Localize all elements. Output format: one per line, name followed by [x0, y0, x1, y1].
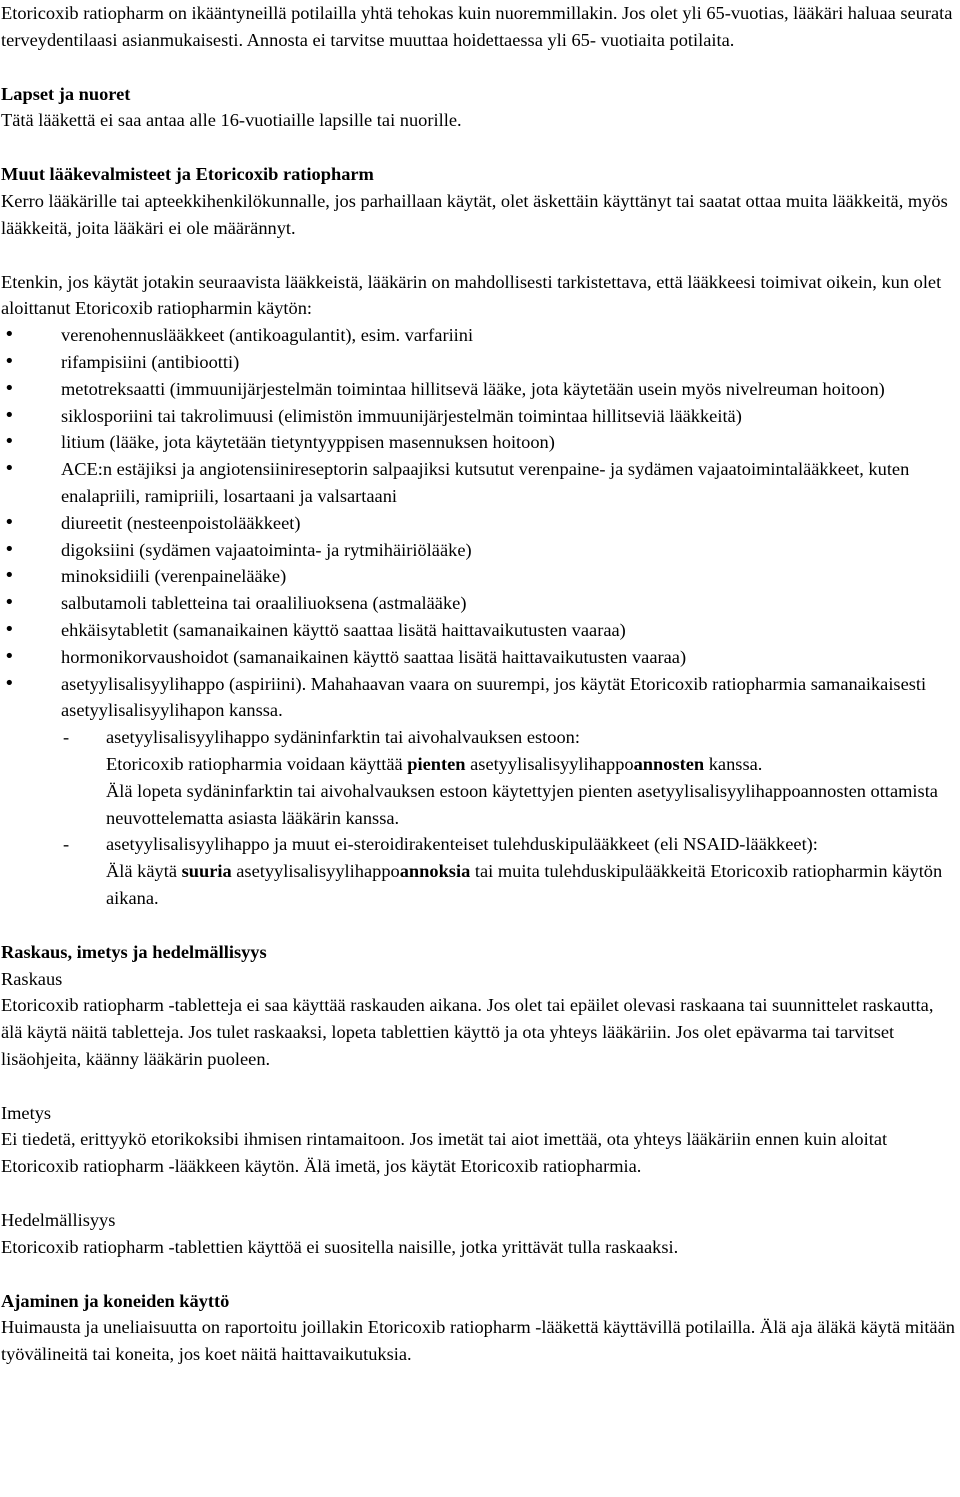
- text-run: Etoricoxib ratiopharmia voidaan käyttää: [106, 753, 408, 774]
- list-item: • siklosporiini tai takrolimuusi (elimistön immuunijärjestelmän toimintaa hillitseviä lääkkeitä): [1, 403, 956, 430]
- text-run: asetyylisalisyylihappo: [231, 861, 400, 882]
- other-medicines-paragraph: Kerro lääkärille tai apteekkihenkilökunnalle, jos parhaillaan käytät, olet äskettäin käyttänyt tai saatat ottaa muita lääkkeitä, myös lääkkeitä, joita lääkäri ei ole määrännyt.: [1, 190, 948, 238]
- fertility-paragraph: Etoricoxib ratiopharm -tablettien käyttöä ei suositella naisille, jotka yrittävät tulla raskaaksi.: [1, 1236, 679, 1257]
- pregnancy-heading: Raskaus, imetys ja hedelmällisyys: [1, 941, 267, 962]
- sublist-item-low-dose: [1, 724, 956, 831]
- text-run: Älä käytä: [106, 861, 182, 882]
- breastfeeding-heading: Imetys: [1, 1102, 52, 1123]
- other-medicines-heading: Muut lääkevalmisteet ja Etoricoxib ratiopharm: [1, 164, 374, 185]
- list-item: • ACE:n estäjiksi ja angiotensiinireseptorin salpaajiksi kutsutut verenpaine- ja sydämen vajaatoimintalääkkeet, kuten enalapriili, ramipriili, losartaani ja valsartaani: [1, 456, 956, 510]
- list-item: • minoksidiili (verenpainelääke): [1, 563, 956, 590]
- list-item: • diureetit (nesteenpoistolääkkeet): [1, 510, 956, 537]
- list-item: • metotreksaatti (immuunijärjestelmän toimintaa hillitsevä lääke, jota käytetään usein myös nivelreuman hoitoon): [1, 376, 956, 403]
- sublist-item-title: - asetyylisalisyylihappo ja muut ei-steroidirakenteiset tulehduskipulääkkeet (eli NSAID-lääkkeet):: [106, 834, 818, 855]
- driving-paragraph: Huimausta ja uneliaisuutta on raportoitu joillakin Etoricoxib ratiopharm -lääkettä käyttävillä potilailla. Älä aja äläkä käytä mitään työvälineitä tai koneita, jos koet näitä haittavaikutuksia.: [1, 1317, 955, 1365]
- text-run-bold: annoksia: [399, 861, 471, 882]
- text-run: tai muita tulehduskipulääkkeitä Etoricoxib ratiopharmin käytön aikana.: [106, 861, 943, 908]
- driving-heading: Ajaminen ja koneiden käyttö: [1, 1290, 230, 1311]
- fertility-heading: Hedelmällisyys: [1, 1210, 116, 1231]
- sublist-item-nsaid: [1, 831, 956, 911]
- text-run-bold: annosten: [633, 753, 705, 774]
- aspirin-sublist: [1, 724, 956, 912]
- sublist-item-line: Älä lopeta sydäninfarktin tai aivohalvauksen estoon käytettyjen pienten asetyylisalisyylihappoannosten ottamista neuvottelematta asiasta lääkärin kanssa.: [106, 780, 938, 828]
- intro-paragraph: Etoricoxib ratiopharm on ikääntyneillä potilailla yhtä tehokas kuin nuoremmillakin. Jos olet yli 65-vuotias, lääkäri haluaa seurata terveydentilaasi asianmukaisesti. Annosta ei tarvitse muuttaa hoidettaessa yli 65- vuotiaita potilaita.: [1, 3, 953, 50]
- list-item: • verenohennuslääkkeet (antikoagulantit), esim. varfariini: [1, 322, 956, 349]
- list-item: • asetyylisalisyylihappo (aspiriini). Mahahaavan vaara on suurempi, jos käytät Etoricoxib ratiopharmia samanaikaisesti asetyylisalisyylihapon kanssa.: [1, 671, 956, 725]
- pregnancy-subheading: Raskaus: [1, 968, 63, 989]
- breastfeeding-paragraph: Ei tiedetä, erittyykö etorikoksibi ihmisen rintamaitoon. Jos imetät tai aiot imettää, ota yhteys lääkäriin ennen kuin aloitat Etoricoxib ratiopharm -lääkkeen käytön. Älä imetä, jos käytät Etoricoxib ratiopharmia.: [1, 1129, 888, 1177]
- list-item: • rifampisiini (antibiootti): [1, 349, 956, 376]
- medicine-list: [1, 322, 956, 724]
- list-item: • litium (lääke, jota käytetään tietyntyyppisen masennuksen hoitoon): [1, 429, 956, 456]
- sublist-item-title: - asetyylisalisyylihappo sydäninfarktin tai aivohalvauksen estoon:: [106, 727, 580, 748]
- pregnancy-paragraph: Etoricoxib ratiopharm -tabletteja ei saa käyttää raskauden aikana. Jos olet tai epäilet olevasi raskaana tai suunnittelet raskautta, älä käytä näitä tabletteja. Jos tulet raskaaksi, lopeta tablettien käyttö ja ota yhteys lääkäriin. Jos olet epävarma tai tarvitset lisäohjeita, käänny lääkärin puoleen.: [1, 995, 934, 1069]
- list-item: • salbutamoli tabletteina tai oraaliliuoksena (astmalääke): [1, 590, 956, 617]
- medicines-intro-paragraph: Etenkin, jos käytät jotakin seuraavista lääkkeistä, lääkärin on mahdollisesti tarkistettava, että lääkkeesi toimivat oikein, kun olet aloittanut Etoricoxib ratiopharmin käytön:: [1, 271, 942, 319]
- children-heading: Lapset ja nuoret: [1, 83, 131, 104]
- sublist-item-line: [106, 858, 956, 912]
- text-run: kanssa.: [704, 753, 763, 774]
- text-run-bold: suuria: [181, 861, 232, 882]
- list-item: • digoksiini (sydämen vajaatoiminta- ja rytmihäiriölääke): [1, 537, 956, 564]
- text-run: asetyylisalisyylihappo: [465, 753, 634, 774]
- text-run-bold: pienten: [407, 753, 466, 774]
- children-paragraph: Tätä lääkettä ei saa antaa alle 16-vuotiaille lapsille tai nuorille.: [1, 110, 462, 131]
- sublist-item-line: [106, 751, 956, 778]
- list-item: • hormonikorvaushoidot (samanaikainen käyttö saattaa lisätä haittavaikutusten vaaraa): [1, 644, 956, 671]
- list-item: • ehkäisytabletit (samanaikainen käyttö saattaa lisätä haittavaikutusten vaaraa): [1, 617, 956, 644]
